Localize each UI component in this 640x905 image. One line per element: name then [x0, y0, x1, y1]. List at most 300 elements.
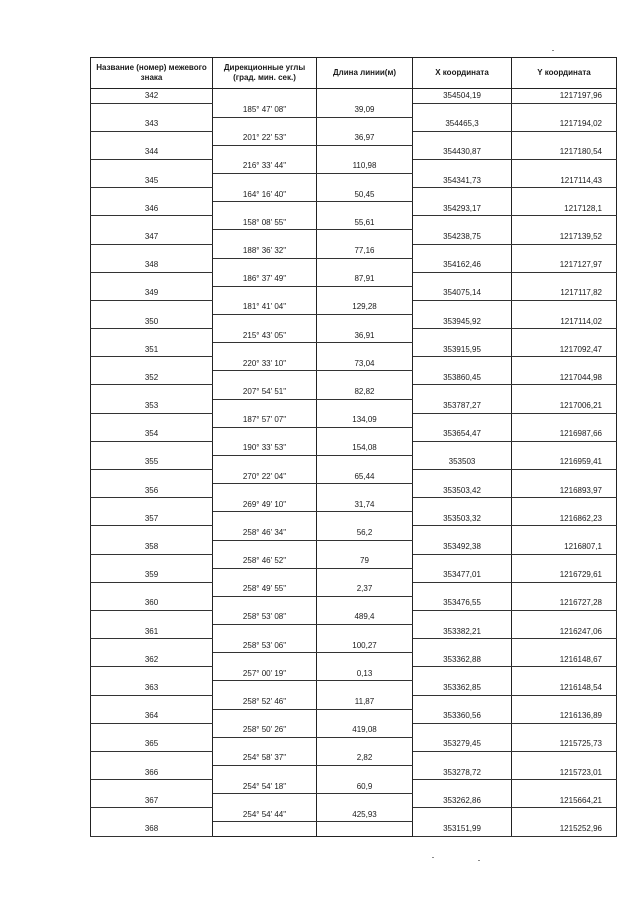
- y-coordinate: 1215725,73: [512, 737, 617, 751]
- header-x-coordinate: X координата: [413, 58, 512, 89]
- empty-cell: [213, 625, 317, 639]
- point-row: [91, 455, 617, 469]
- empty-cell: [413, 610, 512, 624]
- segment-row: [91, 695, 617, 709]
- segment-row: [91, 554, 617, 568]
- bearing-angle: 258° 53' 08": [213, 610, 317, 624]
- empty-cell: [512, 272, 617, 286]
- segment-row: [91, 780, 617, 794]
- point-row: [91, 709, 617, 723]
- empty-cell: [91, 723, 213, 737]
- bearing-angle: 201° 22' 53": [213, 131, 317, 145]
- point-row: [91, 315, 617, 329]
- bearing-angle: 257° 00' 19": [213, 667, 317, 681]
- empty-cell: [512, 498, 617, 512]
- segment-row: [91, 808, 617, 822]
- empty-cell: [413, 357, 512, 371]
- empty-cell: [91, 244, 213, 258]
- empty-cell: [317, 625, 413, 639]
- point-row: [91, 258, 617, 272]
- point-row: [91, 286, 617, 300]
- x-coordinate: 353503,32: [413, 512, 512, 526]
- y-coordinate: 1216247,06: [512, 625, 617, 639]
- point-row: [91, 174, 617, 188]
- empty-cell: [213, 653, 317, 667]
- y-coordinate: 1216729,61: [512, 568, 617, 582]
- empty-cell: [213, 709, 317, 723]
- empty-cell: [512, 470, 617, 484]
- empty-cell: [213, 89, 317, 104]
- bearing-angle: 207° 54' 51": [213, 385, 317, 399]
- segment-row: [91, 610, 617, 624]
- point-row: [91, 427, 617, 441]
- empty-cell: [91, 272, 213, 286]
- empty-cell: [512, 582, 617, 596]
- point-row: [91, 794, 617, 808]
- empty-cell: [317, 145, 413, 159]
- bearing-angle: 187° 57' 07": [213, 413, 317, 427]
- point-row: [91, 568, 617, 582]
- x-coordinate: 354293,17: [413, 202, 512, 216]
- y-coordinate: 1216959,41: [512, 455, 617, 469]
- y-coordinate: 1216987,66: [512, 427, 617, 441]
- table-body: [91, 89, 617, 837]
- empty-cell: [512, 159, 617, 173]
- empty-cell: [317, 766, 413, 780]
- segment-row: [91, 385, 617, 399]
- header-y-coordinate: Y координата: [512, 58, 617, 89]
- x-coordinate: 354238,75: [413, 230, 512, 244]
- point-name: 357: [91, 512, 213, 526]
- y-coordinate: 1215664,21: [512, 794, 617, 808]
- empty-cell: [317, 202, 413, 216]
- y-coordinate: 1216148,67: [512, 653, 617, 667]
- empty-cell: [213, 286, 317, 300]
- x-coordinate: 353476,55: [413, 596, 512, 610]
- y-coordinate: 1217197,96: [512, 89, 617, 104]
- empty-cell: [91, 329, 213, 343]
- empty-cell: [512, 131, 617, 145]
- line-length: 65,44: [317, 470, 413, 484]
- line-length: 489,4: [317, 610, 413, 624]
- header-line-length: Длина линии(м): [317, 58, 413, 89]
- bearing-angle: 185° 47' 08": [213, 103, 317, 117]
- y-coordinate: 1215723,01: [512, 766, 617, 780]
- segment-row: [91, 470, 617, 484]
- line-length: 77,16: [317, 244, 413, 258]
- empty-cell: [512, 554, 617, 568]
- empty-cell: [413, 723, 512, 737]
- empty-cell: [317, 512, 413, 526]
- empty-cell: [213, 766, 317, 780]
- point-name: 353: [91, 399, 213, 413]
- y-coordinate: 1217127,97: [512, 258, 617, 272]
- bearing-angle: 158° 08' 55": [213, 216, 317, 230]
- empty-cell: [413, 808, 512, 822]
- line-length: 154,08: [317, 441, 413, 455]
- line-length: 129,28: [317, 300, 413, 314]
- empty-cell: [413, 385, 512, 399]
- empty-cell: [91, 808, 213, 822]
- x-coordinate: 354504,19: [413, 89, 512, 104]
- segment-row: [91, 526, 617, 540]
- empty-cell: [512, 667, 617, 681]
- empty-cell: [91, 780, 213, 794]
- segment-row: [91, 159, 617, 173]
- line-length: 39,09: [317, 103, 413, 117]
- line-length: 0,13: [317, 667, 413, 681]
- y-coordinate: 1217006,21: [512, 399, 617, 413]
- empty-cell: [213, 117, 317, 131]
- empty-cell: [512, 103, 617, 117]
- point-row: [91, 822, 617, 837]
- boundary-coordinates-table: [90, 57, 617, 837]
- empty-cell: [91, 526, 213, 540]
- point-name: 362: [91, 653, 213, 667]
- line-length: 2,82: [317, 751, 413, 765]
- point-row: [91, 343, 617, 357]
- point-name: 361: [91, 625, 213, 639]
- bearing-angle: 188° 36' 32": [213, 244, 317, 258]
- table-header-row: [91, 58, 617, 89]
- y-coordinate: 1217044,98: [512, 371, 617, 385]
- segment-row: [91, 300, 617, 314]
- empty-cell: [512, 188, 617, 202]
- empty-cell: [512, 639, 617, 653]
- empty-cell: [213, 427, 317, 441]
- empty-cell: [91, 667, 213, 681]
- y-coordinate: 1217180,54: [512, 145, 617, 159]
- segment-row: [91, 667, 617, 681]
- y-coordinate: 1217194,02: [512, 117, 617, 131]
- empty-cell: [512, 526, 617, 540]
- line-length: 100,27: [317, 639, 413, 653]
- point-row: [91, 737, 617, 751]
- empty-cell: [91, 441, 213, 455]
- line-length: 11,87: [317, 695, 413, 709]
- bearing-angle: 258° 50' 26": [213, 723, 317, 737]
- point-name: 351: [91, 343, 213, 357]
- empty-cell: [317, 343, 413, 357]
- x-coordinate: 353382,21: [413, 625, 512, 639]
- point-name: 365: [91, 737, 213, 751]
- point-name: 355: [91, 455, 213, 469]
- empty-cell: [91, 639, 213, 653]
- line-length: 36,97: [317, 131, 413, 145]
- empty-cell: [213, 202, 317, 216]
- empty-cell: [413, 188, 512, 202]
- empty-cell: [512, 357, 617, 371]
- point-row: [91, 512, 617, 526]
- segment-row: [91, 751, 617, 765]
- empty-cell: [413, 244, 512, 258]
- point-name: 354: [91, 427, 213, 441]
- empty-cell: [213, 343, 317, 357]
- point-row: [91, 681, 617, 695]
- empty-cell: [317, 455, 413, 469]
- empty-cell: [512, 751, 617, 765]
- empty-cell: [91, 188, 213, 202]
- empty-cell: [213, 822, 317, 837]
- empty-cell: [317, 709, 413, 723]
- point-row: [91, 766, 617, 780]
- empty-cell: [413, 470, 512, 484]
- y-coordinate: 1215252,96: [512, 822, 617, 837]
- scan-speck: [478, 860, 480, 861]
- bearing-angle: 190° 33' 53": [213, 441, 317, 455]
- empty-cell: [512, 723, 617, 737]
- empty-cell: [413, 413, 512, 427]
- empty-cell: [213, 399, 317, 413]
- empty-cell: [317, 174, 413, 188]
- empty-cell: [413, 441, 512, 455]
- x-coordinate: 353654,47: [413, 427, 512, 441]
- point-name: 358: [91, 540, 213, 554]
- y-coordinate: 1216893,97: [512, 484, 617, 498]
- header-bearing: Дирекционные углы (град. мин. сек.): [213, 58, 317, 89]
- empty-cell: [213, 145, 317, 159]
- empty-cell: [413, 639, 512, 653]
- bearing-angle: 216° 33' 44": [213, 159, 317, 173]
- segment-row: [91, 329, 617, 343]
- empty-cell: [317, 315, 413, 329]
- empty-cell: [213, 455, 317, 469]
- segment-row: [91, 357, 617, 371]
- empty-cell: [317, 653, 413, 667]
- empty-cell: [413, 498, 512, 512]
- x-coordinate: 353492,38: [413, 540, 512, 554]
- empty-cell: [413, 695, 512, 709]
- segment-row: [91, 441, 617, 455]
- bearing-angle: 215° 43' 05": [213, 329, 317, 343]
- point-name: 364: [91, 709, 213, 723]
- y-coordinate: 1217114,43: [512, 174, 617, 188]
- empty-cell: [213, 258, 317, 272]
- bearing-angle: 181° 41' 04": [213, 300, 317, 314]
- x-coordinate: 353360,56: [413, 709, 512, 723]
- bearing-angle: 254° 54' 44": [213, 808, 317, 822]
- point-name: 343: [91, 117, 213, 131]
- empty-cell: [317, 822, 413, 837]
- bearing-angle: 254° 54' 18": [213, 780, 317, 794]
- scan-speck: [552, 50, 554, 51]
- y-coordinate: 1216727,28: [512, 596, 617, 610]
- point-name: 359: [91, 568, 213, 582]
- empty-cell: [317, 427, 413, 441]
- point-row: [91, 89, 617, 104]
- point-row: [91, 145, 617, 159]
- scan-speck: [432, 857, 434, 858]
- point-name: 348: [91, 258, 213, 272]
- segment-row: [91, 498, 617, 512]
- empty-cell: [213, 794, 317, 808]
- empty-cell: [413, 300, 512, 314]
- empty-cell: [413, 159, 512, 173]
- segment-row: [91, 244, 617, 258]
- empty-cell: [91, 103, 213, 117]
- line-length: 82,82: [317, 385, 413, 399]
- segment-row: [91, 582, 617, 596]
- empty-cell: [512, 329, 617, 343]
- empty-cell: [317, 89, 413, 104]
- x-coordinate: 354075,14: [413, 286, 512, 300]
- point-row: [91, 230, 617, 244]
- empty-cell: [91, 498, 213, 512]
- empty-cell: [413, 272, 512, 286]
- x-coordinate: 354465,3: [413, 117, 512, 131]
- empty-cell: [91, 357, 213, 371]
- point-row: [91, 596, 617, 610]
- empty-cell: [213, 681, 317, 695]
- point-name: 367: [91, 794, 213, 808]
- empty-cell: [91, 413, 213, 427]
- segment-row: [91, 413, 617, 427]
- empty-cell: [91, 695, 213, 709]
- bearing-angle: 186° 37' 49": [213, 272, 317, 286]
- empty-cell: [317, 737, 413, 751]
- segment-row: [91, 723, 617, 737]
- line-length: 79: [317, 554, 413, 568]
- segment-row: [91, 272, 617, 286]
- point-name: 345: [91, 174, 213, 188]
- empty-cell: [91, 300, 213, 314]
- point-name: 368: [91, 822, 213, 837]
- point-name: 346: [91, 202, 213, 216]
- point-row: [91, 625, 617, 639]
- empty-cell: [213, 484, 317, 498]
- bearing-angle: 270° 22' 04": [213, 470, 317, 484]
- empty-cell: [213, 371, 317, 385]
- empty-cell: [413, 751, 512, 765]
- y-coordinate: 1216148,54: [512, 681, 617, 695]
- empty-cell: [317, 230, 413, 244]
- empty-cell: [512, 808, 617, 822]
- empty-cell: [512, 300, 617, 314]
- point-name: 363: [91, 681, 213, 695]
- y-coordinate: 1217092,47: [512, 343, 617, 357]
- bearing-angle: 258° 46' 34": [213, 526, 317, 540]
- line-length: 419,08: [317, 723, 413, 737]
- point-row: [91, 371, 617, 385]
- point-name: 360: [91, 596, 213, 610]
- empty-cell: [317, 596, 413, 610]
- bearing-angle: 254° 58' 37": [213, 751, 317, 765]
- point-name: 349: [91, 286, 213, 300]
- point-row: [91, 202, 617, 216]
- x-coordinate: 353503: [413, 455, 512, 469]
- empty-cell: [413, 667, 512, 681]
- bearing-angle: 258° 46' 52": [213, 554, 317, 568]
- empty-cell: [213, 540, 317, 554]
- line-length: 50,45: [317, 188, 413, 202]
- empty-cell: [317, 371, 413, 385]
- segment-row: [91, 103, 617, 117]
- line-length: 87,91: [317, 272, 413, 286]
- y-coordinate: 1216136,89: [512, 709, 617, 723]
- empty-cell: [413, 526, 512, 540]
- bearing-angle: 258° 53' 06": [213, 639, 317, 653]
- empty-cell: [91, 610, 213, 624]
- empty-cell: [213, 174, 317, 188]
- empty-cell: [512, 780, 617, 794]
- empty-cell: [512, 244, 617, 258]
- x-coordinate: 354341,73: [413, 174, 512, 188]
- empty-cell: [413, 216, 512, 230]
- x-coordinate: 353945,92: [413, 315, 512, 329]
- empty-cell: [91, 582, 213, 596]
- y-coordinate: 1217117,82: [512, 286, 617, 300]
- y-coordinate: 1216807,1: [512, 540, 617, 554]
- empty-cell: [213, 737, 317, 751]
- empty-cell: [91, 131, 213, 145]
- point-row: [91, 484, 617, 498]
- line-length: 110,98: [317, 159, 413, 173]
- empty-cell: [413, 131, 512, 145]
- segment-row: [91, 639, 617, 653]
- x-coordinate: 353362,85: [413, 681, 512, 695]
- line-length: 425,93: [317, 808, 413, 822]
- empty-cell: [317, 258, 413, 272]
- x-coordinate: 354162,46: [413, 258, 512, 272]
- line-length: 2,37: [317, 582, 413, 596]
- y-coordinate: 1217139,52: [512, 230, 617, 244]
- empty-cell: [413, 103, 512, 117]
- empty-cell: [317, 399, 413, 413]
- line-length: 73,04: [317, 357, 413, 371]
- x-coordinate: 353915,95: [413, 343, 512, 357]
- empty-cell: [512, 385, 617, 399]
- empty-cell: [413, 780, 512, 794]
- y-coordinate: 1217128,1: [512, 202, 617, 216]
- empty-cell: [317, 794, 413, 808]
- empty-cell: [213, 315, 317, 329]
- point-name: 342: [91, 89, 213, 104]
- x-coordinate: 353503,42: [413, 484, 512, 498]
- empty-cell: [512, 695, 617, 709]
- header-point-name: Название (номер) межевого знака: [91, 58, 213, 89]
- empty-cell: [317, 117, 413, 131]
- line-length: 36,91: [317, 329, 413, 343]
- line-length: 56,2: [317, 526, 413, 540]
- empty-cell: [317, 540, 413, 554]
- empty-cell: [91, 751, 213, 765]
- empty-cell: [512, 441, 617, 455]
- point-name: 344: [91, 145, 213, 159]
- y-coordinate: 1216862,23: [512, 512, 617, 526]
- point-row: [91, 653, 617, 667]
- x-coordinate: 353279,45: [413, 737, 512, 751]
- empty-cell: [91, 470, 213, 484]
- x-coordinate: 353477,01: [413, 568, 512, 582]
- bearing-angle: 258° 49' 55": [213, 582, 317, 596]
- empty-cell: [213, 512, 317, 526]
- empty-cell: [512, 413, 617, 427]
- empty-cell: [512, 216, 617, 230]
- empty-cell: [91, 385, 213, 399]
- x-coordinate: 354430,87: [413, 145, 512, 159]
- line-length: 55,61: [317, 216, 413, 230]
- bearing-angle: 164° 16' 40": [213, 188, 317, 202]
- point-row: [91, 399, 617, 413]
- bearing-angle: 220° 33' 10": [213, 357, 317, 371]
- segment-row: [91, 131, 617, 145]
- x-coordinate: 353278,72: [413, 766, 512, 780]
- segment-row: [91, 216, 617, 230]
- empty-cell: [317, 484, 413, 498]
- y-coordinate: 1217114,02: [512, 315, 617, 329]
- point-row: [91, 540, 617, 554]
- empty-cell: [317, 681, 413, 695]
